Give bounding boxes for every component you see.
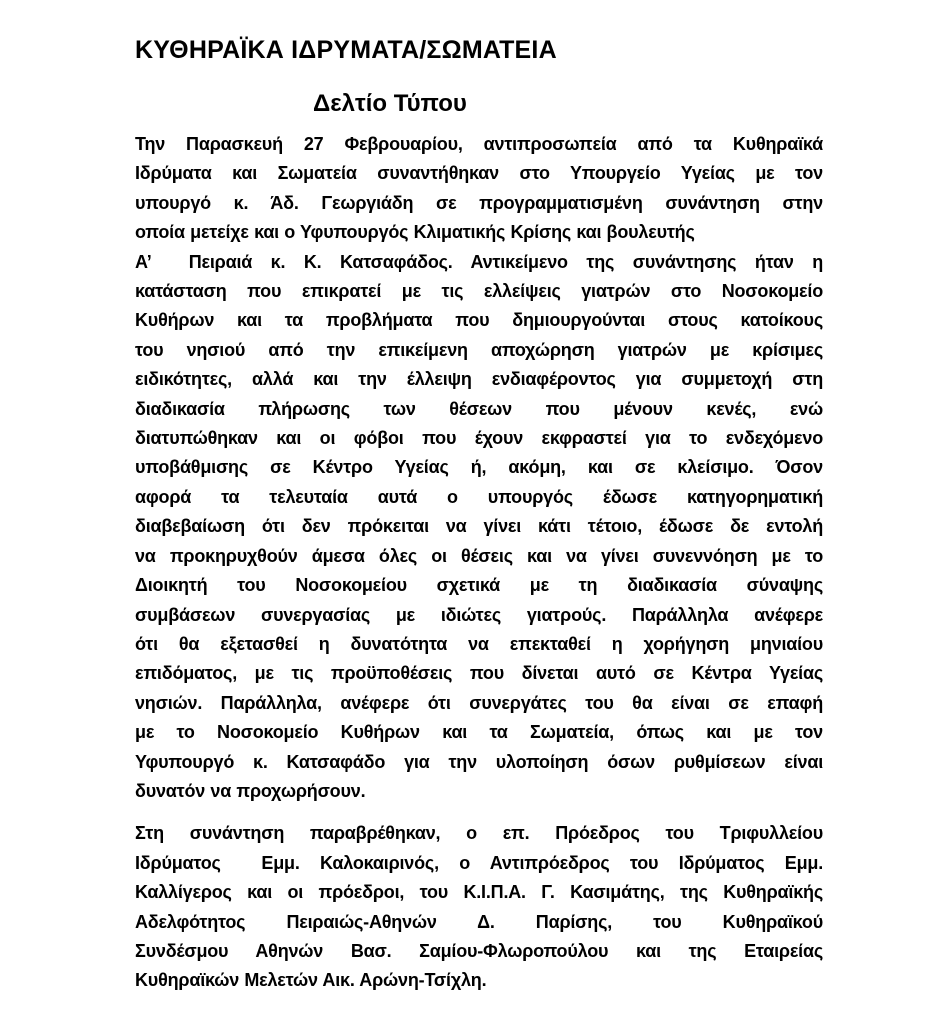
- text-line: Α’ Πειραιά κ. Κ. Κατσαφάδος. Αντικείμενο της συνάντησης ήταν η: [135, 251, 823, 272]
- text-line: οποία μετείχε και ο Υφυπουργός Κλιματικής Κρίσης και βουλευτής: [135, 222, 695, 243]
- text-line: δυνατόν να προχωρήσουν.: [135, 780, 366, 801]
- text-line: Κυθηραϊκών Μελετών Αικ. Αρώνη-Τσίχλη.: [135, 970, 487, 991]
- text-line: Συνδέσμου Αθηνών Βασ. Σαμίου-Φλωροπούλου και της Εταιρείας: [135, 940, 823, 961]
- text-line: κατάσταση που επικρατεί με τις ελλείψεις γιατρών στο Νοσοκομείο: [135, 281, 823, 302]
- text-line: αφορά τα τελευταία αυτά ο υπουργός έδωσε κατηγορηματική: [135, 486, 823, 507]
- text-line: υπουργό κ. Άδ. Γεωργιάδη σε προγραμματισμένη συνάντηση στην: [135, 192, 823, 213]
- text-line: νησιών. Παράλληλα, ανέφερε ότι συνεργάτες του θα είναι σε επαφή: [135, 692, 823, 713]
- document-body: [135, 130, 823, 996]
- text-line: να προκηρυχθούν άμεσα όλες οι θέσεις και να γίνει συνεννόηση με το: [135, 545, 823, 566]
- text-line: Αδελφότητος Πειραιώς-Αθηνών Δ. Παρίσης, του Κυθηραϊκού: [135, 911, 823, 932]
- text-line: ότι θα εξετασθεί η δυνατότητα να επεκταθεί η χορήγηση μηνιαίου: [135, 633, 823, 654]
- text-line: Υφυπουργό κ. Κατσαφάδο για την υλοποίηση όσων ρυθμίσεων είναι: [135, 751, 823, 772]
- document-subtitle: Δελτίο Τύπου: [313, 90, 467, 117]
- text-line: ειδικότητες, αλλά και την έλλειψη ενδιαφέροντος για συμμετοχή στη: [135, 369, 823, 390]
- text-line: Ιδρύματα και Σωματεία συναντήθηκαν στο Υπουργείο Υγείας με τον: [135, 163, 823, 184]
- paragraph: [135, 130, 823, 806]
- text-line: με το Νοσοκομείο Κυθήρων και τα Σωματεία, όπως και με τον: [135, 722, 823, 743]
- text-line: Κυθήρων και τα προβλήματα που δημιουργούνται στους κατοίκους: [135, 310, 823, 331]
- document-title: ΚΥΘΗΡΑΪΚΑ ΙΔΡΥΜΑΤΑ/ΣΩΜΑΤΕΙΑ: [135, 36, 557, 64]
- text-line: Ιδρύματος Εμμ. Καλοκαιρινός, ο Αντιπρόεδρος του Ιδρύματος Εμμ.: [135, 852, 823, 873]
- paragraph: [135, 819, 823, 995]
- text-line: επιδόματος, με τις προϋποθέσεις που δίνεται αυτό σε Κέντρα Υγείας: [135, 663, 823, 684]
- text-line: διαβεβαίωση ότι δεν πρόκειται να γίνει κάτι τέτοιο, έδωσε δε εντολή: [135, 516, 823, 537]
- text-line: Στη συνάντηση παραβρέθηκαν, ο επ. Πρόεδρος του Τριφυλλείου: [135, 823, 823, 844]
- text-line: διαδικασία πλήρωσης των θέσεων που μένουν κενές, ενώ: [135, 398, 823, 419]
- text-line: Την Παρασκευή 27 Φεβρουαρίου, αντιπροσωπεία από τα Κυθηραϊκά: [135, 134, 823, 154]
- text-line: διατυπώθηκαν και οι φόβοι που έχουν εκφραστεί για το ενδεχόμενο: [135, 428, 823, 449]
- text-line: υποβάθμισης σε Κέντρο Υγείας ή, ακόμη, και σε κλείσιμο. Όσον: [135, 457, 823, 478]
- text-line: Καλλίγερος και οι πρόεδροι, του Κ.Ι.Π.Α. Γ. Κασιμάτης, της Κυθηραϊκής: [135, 882, 823, 903]
- text-line: Διοικητή του Νοσοκομείου σχετικά με τη διαδικασία σύναψης: [135, 575, 823, 596]
- text-line: συμβάσεων συνεργασίας με ιδιώτες γιατρούς. Παράλληλα ανέφερε: [135, 604, 823, 625]
- text-line: του νησιού από την επικείμενη αποχώρηση γιατρών με κρίσιμες: [135, 339, 823, 360]
